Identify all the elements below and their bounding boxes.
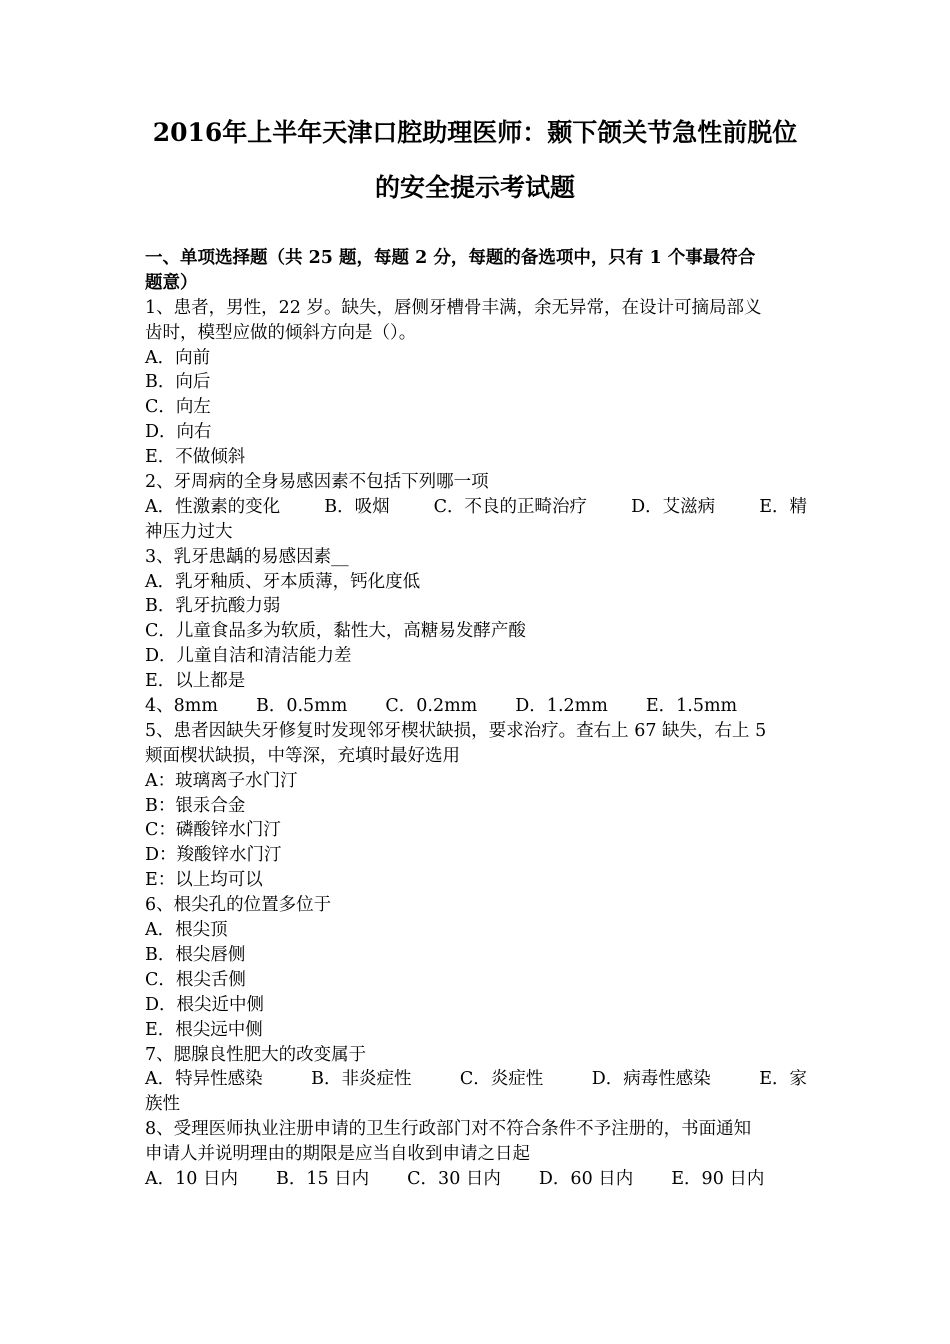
question-4-option-b: B．0.5mm — [255, 696, 348, 717]
question-4-option-d: D．1.2mm — [515, 696, 608, 717]
question-2-options-row — [145, 495, 807, 520]
question-1-option-c: C．向左 — [145, 397, 211, 418]
question-6-option-a: A．根尖顶 — [145, 920, 228, 941]
question-3-option-b: B．乳牙抗酸力弱 — [145, 596, 281, 617]
question-4-options-row — [145, 694, 807, 719]
question-5-option-c: C：磷酸锌水门汀 — [145, 820, 281, 841]
question-5-option-b: B：银汞合金 — [145, 795, 246, 816]
question-5-option-e: E：以上均可以 — [145, 870, 263, 891]
question-7-option-d: D．病毒性感染 — [591, 1069, 711, 1090]
question-8-option-e: E．90 日内 — [671, 1168, 765, 1189]
question-6-stem: 6、根尖孔的位置多位于 — [145, 895, 332, 916]
question-1-option-b: B．向后 — [145, 372, 211, 393]
question-2-stem: 2、牙周病的全身易感因素不包括下列哪一项 — [145, 472, 489, 493]
question-2-option-c: C．不良的正畸治疗 — [433, 496, 588, 517]
question-3-option-d: D．儿童自洁和清洁能力差 — [145, 646, 352, 667]
question-7-option-c: C．炎症性 — [459, 1069, 544, 1090]
question-5-option-d: D：羧酸锌水门汀 — [145, 845, 282, 866]
question-5-option-a: A：玻璃离子水门汀 — [145, 770, 298, 791]
question-4-option-c: C．0.2mm — [385, 696, 478, 717]
question-2-option-d: D．艾滋病 — [631, 496, 716, 517]
section-heading-line-2: 题意） — [145, 272, 198, 293]
document-body — [145, 246, 807, 1192]
question-7-options-row — [145, 1067, 807, 1092]
question-2-option-e: E．精 — [759, 496, 807, 517]
question-6-option-c: C．根尖舌侧 — [145, 969, 246, 990]
question-3-option-a: A．乳牙釉质、牙本质薄，钙化度低 — [145, 571, 421, 592]
question-5-stem-line-2: 颊面楔状缺损，中等深，充填时最好选用 — [145, 745, 460, 766]
question-4-option-a: 4、8mm — [145, 696, 218, 717]
question-1-option-d: D．向右 — [145, 422, 212, 443]
question-8-option-a: A．10 日内 — [145, 1168, 238, 1189]
question-7-option-a: A．特异性感染 — [145, 1069, 263, 1090]
question-8-option-b: B．15 日内 — [275, 1168, 370, 1189]
question-1-stem-line-1: 1、患者，男性，22 岁。缺失，唇侧牙槽骨丰满，余无异常，在设计可摘局部义 — [145, 297, 762, 318]
question-3-option-c: C．儿童食品多为软质，黏性大，高糖易发酵产酸 — [145, 621, 526, 642]
document-title-line-1: 2016年上半年天津口腔助理医师：颞下颌关节急性前脱位 — [152, 118, 798, 147]
question-8-stem-line-2: 申请人并说明理由的期限是应当自收到申请之日起 — [145, 1144, 530, 1165]
question-1-stem-line-2: 齿时，模型应做的倾斜方向是（）。 — [145, 322, 417, 343]
question-7-option-e: E．家 — [759, 1069, 807, 1090]
question-7-stem: 7、腮腺良性肥大的改变属于 — [145, 1044, 367, 1065]
question-6-option-b: B．根尖唇侧 — [145, 944, 246, 965]
question-2-option-b: B．吸烟 — [324, 496, 390, 517]
question-2-option-a: A．性激素的变化 — [145, 496, 281, 517]
question-2-option-e-wrap: 神压力过大 — [145, 521, 233, 542]
question-6-option-d: D．根尖近中侧 — [145, 994, 265, 1015]
question-8-options-row — [145, 1167, 807, 1192]
question-4-option-e: E．1.5mm — [645, 696, 738, 717]
section-heading-line-1: 一、单项选择题（共 25 题，每题 2 分，每题的备选项中，只有 1 个事最符合 — [145, 248, 756, 268]
question-1-option-e: E．不做倾斜 — [145, 447, 246, 468]
question-8-option-d: D．60 日内 — [538, 1168, 634, 1189]
question-7-option-b: B．非炎症性 — [311, 1069, 412, 1090]
document-title-line-2: 的安全提示考试题 — [374, 173, 575, 202]
question-8-stem-line-1: 8、受理医师执业注册申请的卫生行政部门对不符合条件不予注册的，书面通知 — [145, 1119, 752, 1140]
question-1-option-a: A．向前 — [145, 347, 211, 368]
question-3-stem: 3、乳牙患龋的易感因素__ — [145, 546, 349, 567]
question-7-option-e-wrap: 族性 — [145, 1094, 180, 1115]
question-5-stem-line-1: 5、患者因缺失牙修复时发现邻牙楔状缺损，要求治疗。查右上 67 缺失，右上 5 — [145, 720, 767, 741]
question-3-option-e: E．以上都是 — [145, 671, 246, 692]
question-8-option-c: C．30 日内 — [407, 1168, 501, 1189]
question-6-option-e: E．根尖远中侧 — [145, 1019, 263, 1040]
